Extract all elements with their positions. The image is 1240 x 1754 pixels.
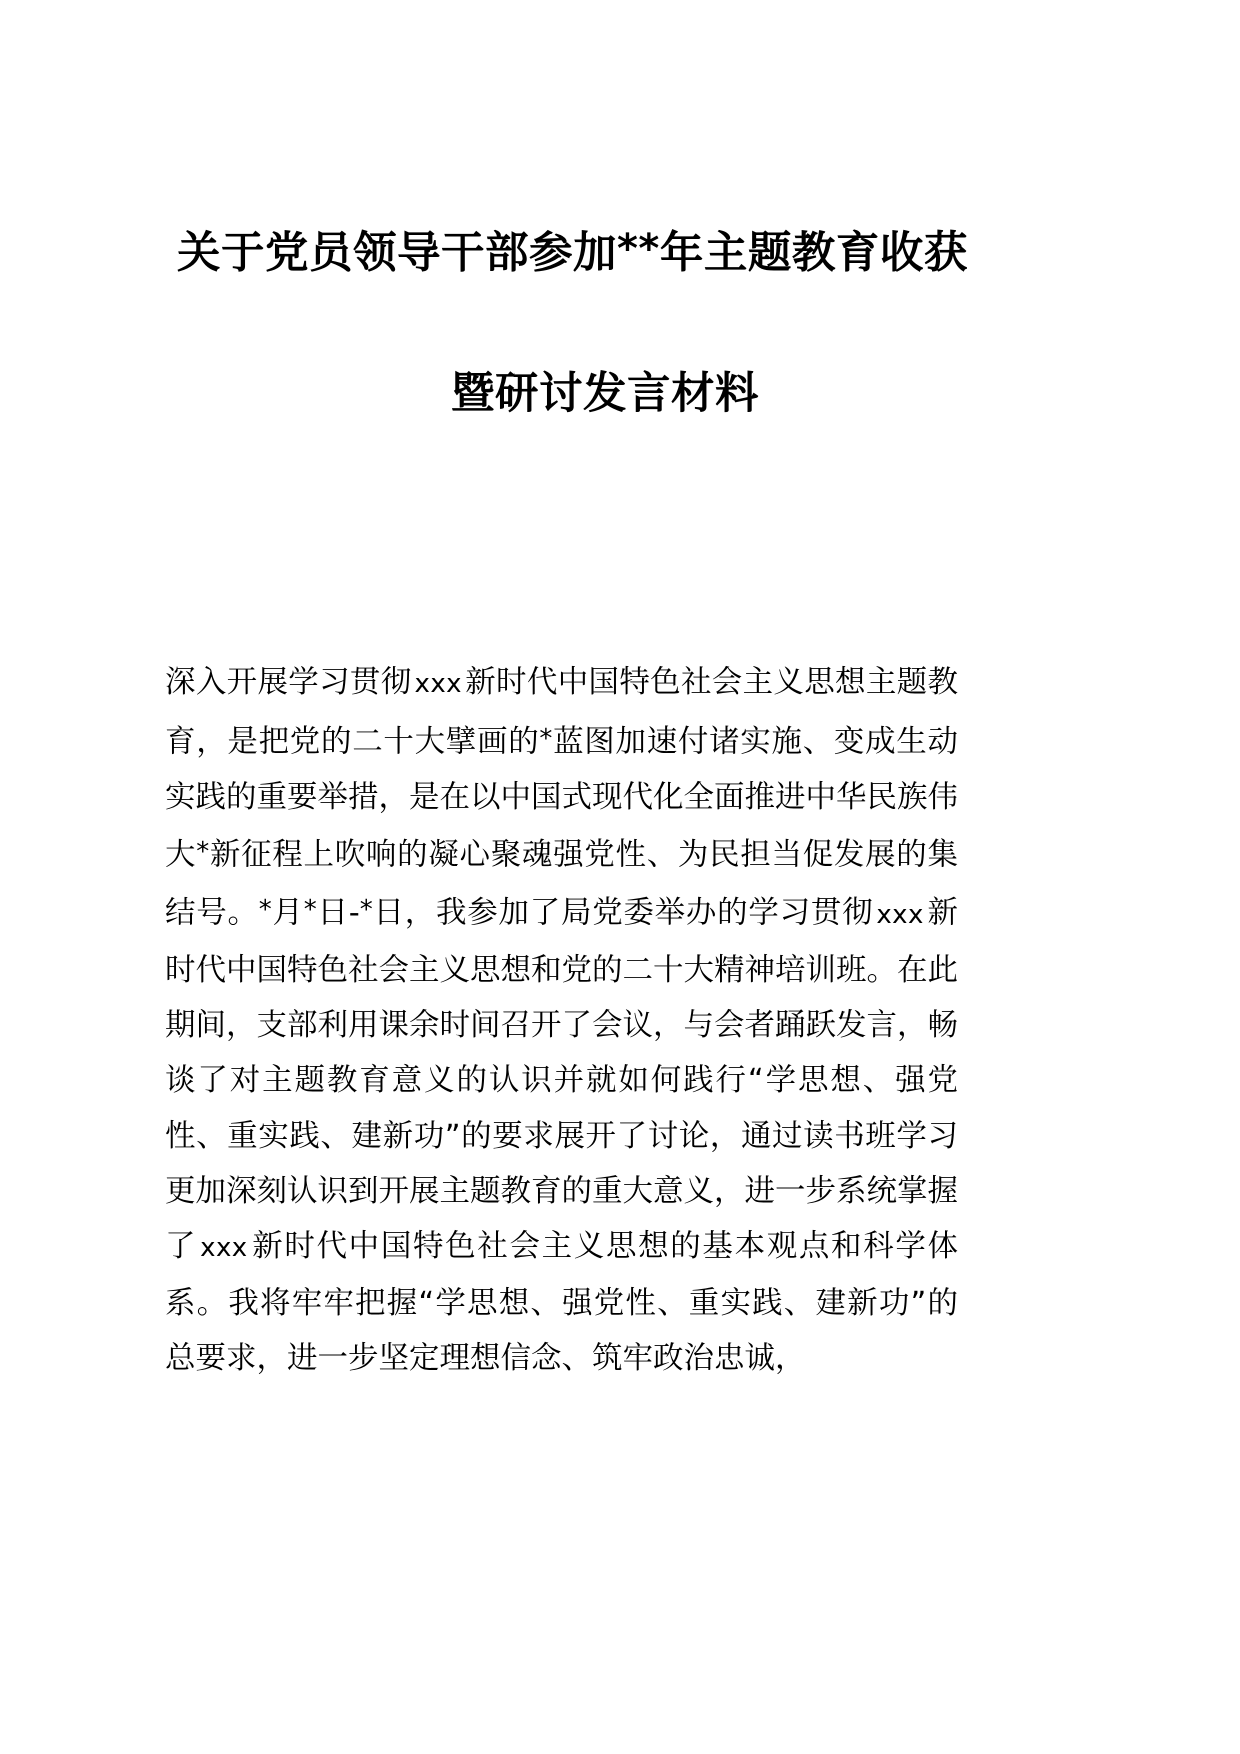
redacted-name-placeholder: xxx	[414, 669, 462, 699]
body-paragraph: 深入开展学习贯彻 xxx新时代中国特色社会主义思想主题教育，是把党的二十大擘画的*蓝图加速付诸实施、变成生动实践的重要举措，是在以中国式现代化全面推进中华民族伟大*新征程上吹响的凝心聚魂强党性、为民担当促发展的集结号。*月*日‐*日，我参加了局党委举办的学习贯彻 xxx新时代中国特色社会主义思想和党的二十大精神培训班。在此期间，支部利用课余时间召开了会议，与会者踊跃发言，畅谈了对主题教育意义的认识并就如何践行“学思想、强党性、重实践、建新功”的要求展开了讨论，通过读书班学习更加深刻认识到开展主题教育的重大意义，进一步系统掌握了 xxx新时代中国特色社会主义思想的基本观点和科学体系。我将牢牢把握“学思想、强党性、重实践、建新功”的总要求，进一步坚定理想信念、筑牢政治忠诚，	[165, 665, 959, 1377]
page-title-asterisks: **	[617, 226, 660, 273]
page-title-line-2: 暨研讨发言材料	[451, 368, 759, 419]
redacted-name-placeholder: xxx	[876, 899, 924, 930]
redaction-asterisk: *	[196, 837, 210, 868]
document-body	[165, 655, 958, 1387]
redaction-asterisk: *	[359, 895, 373, 926]
redacted-name-placeholder: xxx	[200, 1233, 248, 1264]
redaction-asterisk: *	[539, 724, 553, 755]
redaction-asterisk: *	[258, 895, 272, 926]
page-title-line-1-prefix: 关于党员领导干部参加	[177, 228, 617, 279]
page-title-line-1	[163, 179, 1077, 324]
redaction-asterisk: *	[303, 895, 317, 926]
page-title-line-1-suffix: 年主题教育收获	[659, 228, 968, 279]
page-title	[163, 179, 1077, 464]
